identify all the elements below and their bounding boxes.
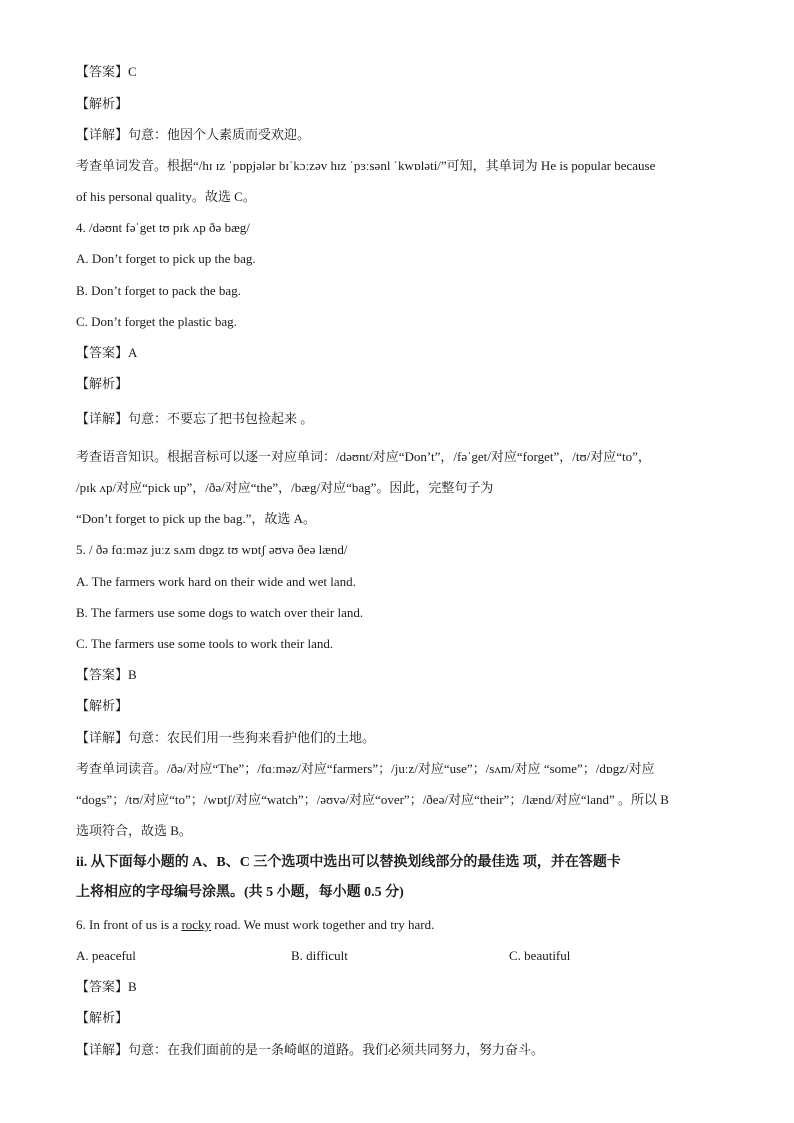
- q3-explanation-line-1: 考查单词发音。根据“/hɪ ɪz ˈpɒpjələr bɪˈkɔːzəv hɪz ˈpɜːsənl ˈkwɒləti/”可知，其单词为 He is popular because: [76, 158, 656, 173]
- q5-detail: 【详解】句意：农民们用一些狗来看护他们的土地。: [76, 730, 376, 745]
- q4-detail: 【详解】句意：不要忘了把书包捡起来 。: [76, 411, 314, 426]
- q5-explanation-line-1: 考查单词读音。/ðə/对应“The”；/fɑːməz/对应“farmers”；/juːz/对应“use”；/sʌm/对应 “some”；/dɒgz/对应: [76, 761, 655, 776]
- q5-explanation-line-2: “dogs”；/tʊ/对应“to”；/wɒtʃ/对应“watch”；/əʊvə/对应“over”；/ðeə/对应“their”；/lænd/对应“land” 。所以 B: [76, 792, 669, 807]
- q5-option-c: C. The farmers use some tools to work their land.: [76, 636, 334, 651]
- q5-option-a: A. The farmers work hard on their wide and wet land.: [76, 574, 356, 589]
- q4-stem: 4. /dəʊnt fəˈget tʊ pɪk ʌp ðə bæg/: [76, 220, 250, 235]
- q3-detail: 【详解】句意：他因个人素质而受欢迎。: [76, 127, 311, 142]
- q5-analysis-label: 【解析】: [76, 698, 129, 713]
- section-heading-line-2: 上将相应的字母编号涂黑。(共 5 小题，每小题 0.5 分): [76, 885, 404, 900]
- q5-answer: 【答案】B: [76, 667, 137, 682]
- q6-detail: 【详解】句意：在我们面前的是一条崎岖的道路。我们必须共同努力，努力奋斗。: [76, 1042, 545, 1057]
- q4-analysis-label: 【解析】: [76, 376, 129, 391]
- q4-explanation-line-3: “Don’t forget to pick up the bag.”，故选 A。: [76, 511, 316, 526]
- q6-option-a: A. peaceful: [76, 948, 136, 963]
- q6-option-b: B. difficult: [291, 948, 348, 963]
- q4-explanation-line-2: /pɪk ʌp/对应“pick up”，/ðə/对应“the”，/bæg/对应“bag”。因此，完整句子为: [76, 480, 494, 495]
- q3-analysis-label: 【解析】: [76, 96, 129, 111]
- section-heading-line-1: ii. 从下面每小题的 A、B、C 三个选项中选出可以替换划线部分的最佳选 项，并在答题卡: [76, 855, 621, 870]
- q6-analysis-label: 【解析】: [76, 1010, 129, 1025]
- q6-stem: [76, 916, 434, 934]
- q3-answer: 【答案】C: [76, 64, 137, 79]
- q3-explanation-line-2: of his personal quality。故选 C。: [76, 189, 256, 204]
- q6-stem-prefix: 6. In front of us is a: [76, 917, 182, 932]
- q5-option-b: B. The farmers use some dogs to watch over their land.: [76, 605, 364, 620]
- q4-option-b: B. Don’t forget to pack the bag.: [76, 283, 241, 298]
- q4-answer: 【答案】A: [76, 345, 138, 360]
- q5-stem: 5. / ðə fɑːməz juːz sʌm dɒgz tʊ wɒtʃ əʊvə ðeə lænd/: [76, 542, 348, 557]
- q6-option-c: C. beautiful: [509, 948, 571, 963]
- q6-stem-suffix: road. We must work together and try hard.: [211, 917, 435, 932]
- q4-option-a: A. Don’t forget to pick up the bag.: [76, 251, 256, 266]
- q4-option-c: C. Don’t forget the plastic bag.: [76, 314, 237, 329]
- q5-explanation-line-3: 选项符合，故选 B。: [76, 823, 192, 838]
- q4-explanation-line-1: 考查语音知识。根据音标可以逐一对应单词：/dəʊnt/对应“Don’t”，/fəˈget/对应“forget”，/tʊ/对应“to”，: [76, 449, 651, 464]
- q6-answer: 【答案】B: [76, 979, 137, 994]
- q6-underlined-word: rocky: [181, 917, 212, 932]
